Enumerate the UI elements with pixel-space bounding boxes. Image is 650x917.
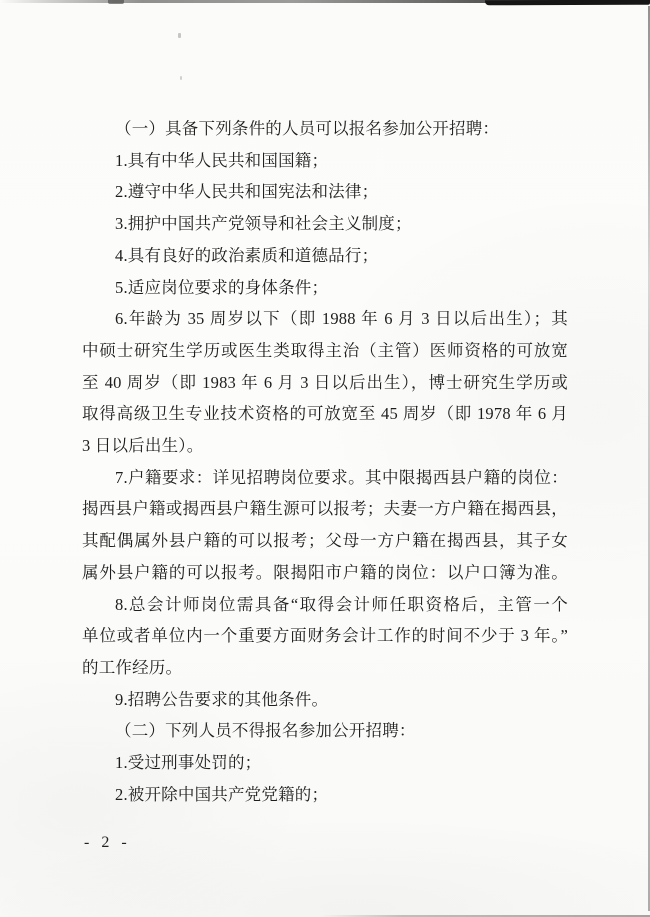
text-line: 2.被开除中国共产党党籍的； (115, 784, 329, 804)
scan-top-right-edge (485, 0, 650, 5)
text-line: 的工作经历。 (82, 657, 183, 677)
scan-top-notch (108, 0, 124, 4)
text-line: 2.遵守中华人民共和国宪法和法律； (115, 182, 379, 202)
text-line: 至 40 周岁（即 1983 年 6 月 3 日以后出生），博士研究生学历或 (82, 372, 568, 392)
scan-speck (180, 76, 182, 80)
text-line: 中硕士研究生学历或医生类取得主治（主管）医师资格的可放宽 (82, 340, 568, 360)
text-line: 属外县户籍的可以报考。限揭阳市户籍的岗位：以户口簿为准。 (82, 562, 568, 582)
text-line: 6.年龄为 35 周岁以下（即 1988 年 6 月 3 日以后出生）；其 (115, 309, 568, 329)
text-line: （二）下列人员不得报名参加公开招聘： (115, 721, 416, 741)
page-number: - 2 - (84, 834, 131, 851)
text-line: 取得高级卫生专业技术资格的可放宽至 45 周岁（即 1978 年 6 月 (82, 404, 568, 424)
text-line: 9.招聘公告要求的其他条件。 (115, 689, 329, 709)
document-text (82, 113, 568, 810)
text-line: 3.拥护中国共产党领导和社会主义制度； (115, 214, 412, 234)
text-line: 5.适应岗位要求的身体条件； (115, 277, 329, 297)
text-line: 7.户籍要求：详见招聘岗位要求。其中限揭西县户籍的岗位： (115, 467, 568, 487)
text-line: （一）具备下列条件的人员可以报名参加公开招聘： (115, 119, 500, 138)
text-line: 1.受过刑事处罚的； (115, 753, 262, 773)
text-line: 8.总会计师岗位需具备“取得会计师任职资格后，主管一个 (115, 594, 568, 614)
text-line: 1.具有中华人民共和国国籍； (115, 150, 329, 170)
text-line: 4.具有良好的政治素质和道德品行； (115, 245, 379, 265)
text-line: 揭西县户籍或揭西县户籍生源可以报考；夫妻一方户籍在揭西县， (82, 499, 568, 519)
text-line: 单位或者单位内一个重要方面财务会计工作的时间不少于 3 年。” (82, 626, 568, 646)
text-line: 其配偶属外县户籍的可以报考；父母一方户籍在揭西县，其子女 (82, 531, 568, 551)
scan-speck (178, 33, 181, 38)
text-line: 3 日以后出生）。 (82, 436, 204, 456)
